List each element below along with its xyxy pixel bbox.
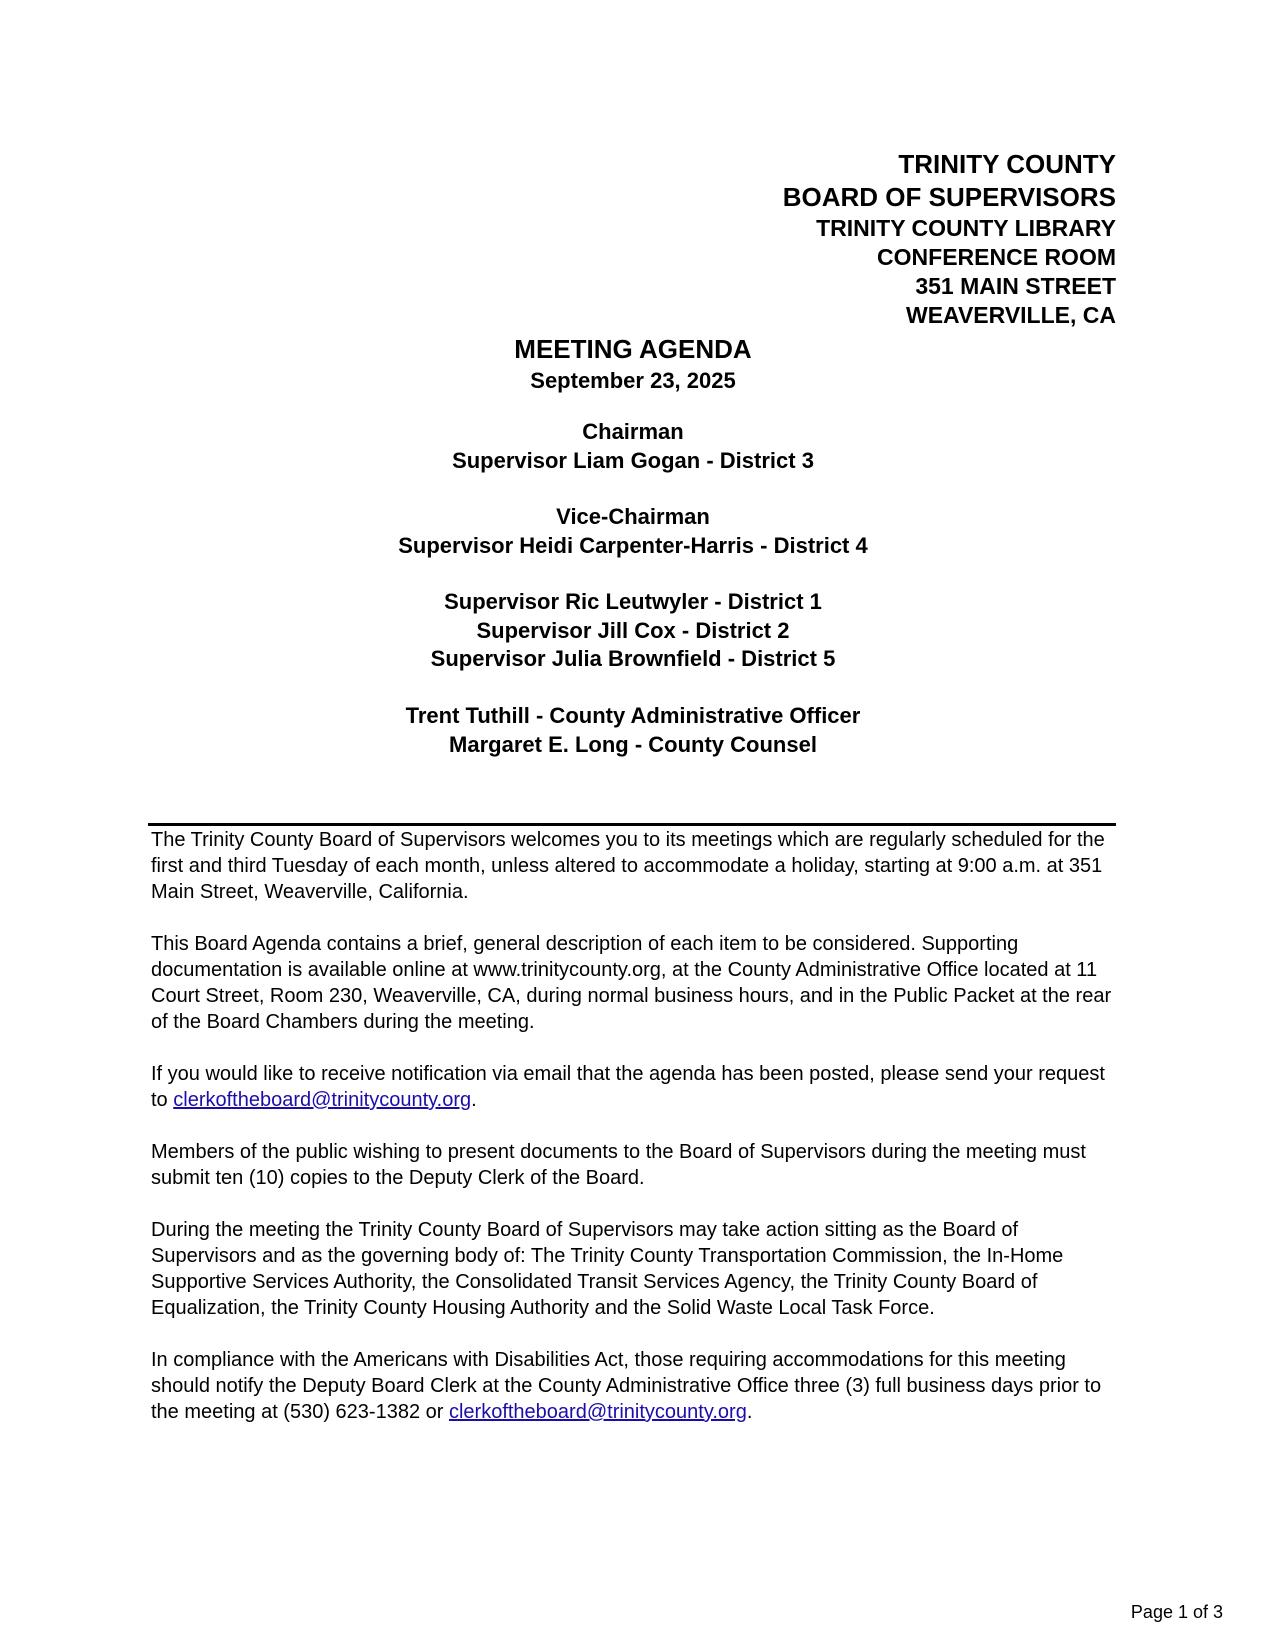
paragraph-ada: In compliance with the Americans with Disabilities Act, those requiring accommodations for this meeting should notify the Deputy Board Clerk at the County Administrative Office three (3) full business days prior to the meeting at (530) 623-1382 or clerkoftheboard@trinitycounty.org. bbox=[151, 1349, 1102, 1423]
vice-chair-name: Supervisor Heidi Carpenter-Harris - District 4 bbox=[398, 532, 868, 558]
board-name: BOARD OF SUPERVISORS bbox=[782, 182, 1116, 212]
clerk-email-link-ada[interactable]: clerkoftheboard@trinitycounty.org bbox=[448, 1401, 747, 1423]
agenda-title: MEETING AGENDA bbox=[514, 334, 752, 364]
supervisors-block bbox=[148, 588, 1118, 674]
staff-line: Trent Tuthill - County Administrative Officer bbox=[405, 703, 861, 728]
agenda-date: September 23, 2025 bbox=[530, 368, 736, 393]
page-number: Page 1 of 3 bbox=[1130, 1602, 1223, 1622]
county-header bbox=[783, 148, 1116, 330]
chair-role: Chairman bbox=[582, 419, 684, 444]
venue-room: CONFERENCE ROOM bbox=[877, 244, 1116, 270]
vice-chair-block bbox=[148, 503, 1118, 560]
venue-name: TRINITY COUNTY LIBRARY bbox=[816, 215, 1116, 241]
chair-name: Supervisor Liam Gogan - District 3 bbox=[452, 447, 814, 473]
vice-chair-role: Vice-Chairman bbox=[556, 504, 710, 529]
staff-block bbox=[148, 702, 1118, 759]
divider-rule bbox=[148, 823, 1116, 826]
supervisor-line: Supervisor Jill Cox - District 2 bbox=[476, 617, 790, 643]
supervisor-line: Supervisor Ric Leutwyler - District 1 bbox=[444, 589, 822, 614]
paragraph-notification: If you would like to receive notification via email that the agenda has been posted, please send your request to clerkoftheboard@trinitycounty.org. bbox=[151, 1063, 1105, 1111]
paragraph-governing-bodies: During the meeting the Trinity County Board of Supervisors may take action sitting as the Board of Supervisors and as the governing body of: The Trinity County Transportation Commission, the In-Home Supportive Services Authority, the Consolidated Transit Services Agency, the Trinity County Board of Equalization, the Trinity County Housing Authority and the Solid Waste Local Task Force. bbox=[151, 1219, 1064, 1319]
agenda-body bbox=[151, 827, 1126, 1451]
paragraph-documents: Members of the public wishing to present documents to the Board of Supervisors during the meeting must submit ten (10) copies to the Deputy Clerk of the Board. bbox=[151, 1141, 1086, 1189]
paragraph-meetings: The Trinity County Board of Supervisors welcomes you to its meetings which are regularly scheduled for the first and third Tuesday of each month, unless altered to accommodate a holiday, starting at 9:00 a.m. at 351 Main Street, Weaverville, California. bbox=[151, 829, 1105, 903]
chair-block bbox=[148, 418, 1118, 475]
clerk-email-link[interactable]: clerkoftheboard@trinitycounty.org bbox=[173, 1089, 472, 1111]
venue-street: 351 MAIN STREET bbox=[915, 273, 1116, 299]
paragraph-documentation: This Board Agenda contains a brief, general description of each item to be considered. Supporting documentation is available online at www.trinitycounty.org, at the County Administrative Office located at 11 Court Street, Room 230, Weaverville, CA, during normal business hours, and in the Public Packet at the rear of the Board Chambers during the meeting. bbox=[151, 933, 1112, 1033]
county-name: TRINITY COUNTY bbox=[898, 149, 1116, 179]
venue-city: WEAVERVILLE, CA bbox=[906, 302, 1116, 328]
supervisor-line: Supervisor Julia Brownfield - District 5 bbox=[430, 646, 836, 671]
staff-line: Margaret E. Long - County Counsel bbox=[449, 731, 817, 757]
